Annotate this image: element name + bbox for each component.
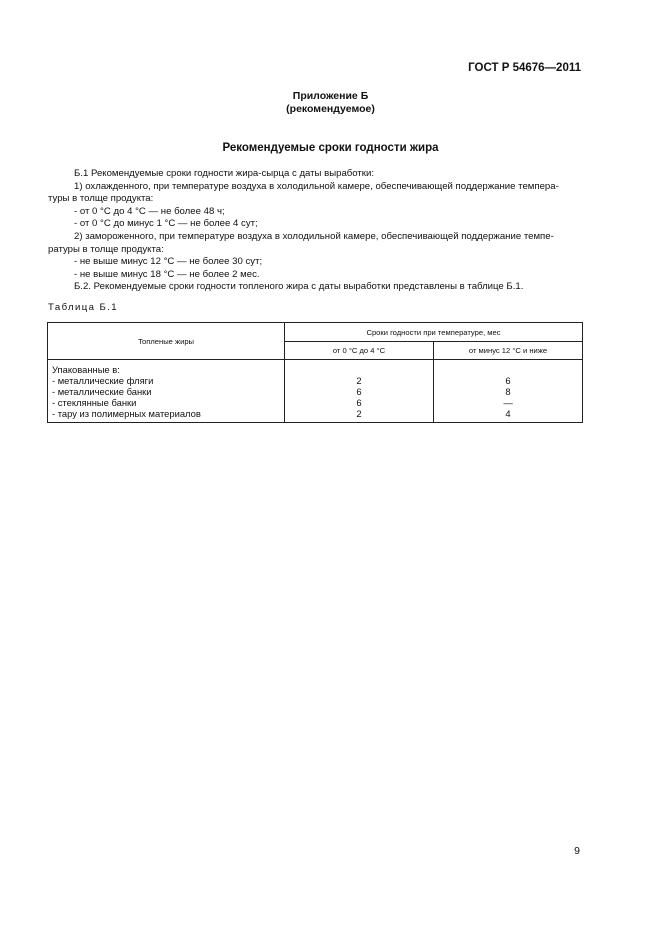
cell-value: 6 bbox=[505, 375, 511, 386]
cell-value: 4 bbox=[505, 408, 511, 419]
list-item: - не выше минус 12 °С — не более 30 сут; bbox=[74, 256, 263, 268]
table-caption: Таблица Б.1 bbox=[48, 302, 118, 313]
cell-value: 6 bbox=[356, 386, 362, 397]
header-shelf-life: Сроки годности при температуре, мес bbox=[285, 323, 583, 342]
group-label: Упакованные в: bbox=[52, 364, 120, 375]
column-minus12-values bbox=[434, 360, 583, 423]
column-0-4-values bbox=[285, 360, 434, 423]
table-row-labels bbox=[48, 360, 285, 423]
cell-value: 2 bbox=[356, 375, 362, 386]
table-row: - металлические банки bbox=[52, 386, 152, 397]
list-item: - от 0 °С до минус 1 °С — не более 4 сут; bbox=[74, 218, 258, 230]
header-fats: Топленые жиры bbox=[48, 323, 285, 360]
paragraph-chilled: 1) охлажденного, при температуре воздуха в холодильной камере, обеспечивающей поддержание темпера- bbox=[74, 180, 559, 192]
list-item: - от 0 °С до 4 °С — не более 48 ч; bbox=[74, 205, 225, 217]
header-temp-minus12: от минус 12 °С и ниже bbox=[434, 342, 583, 360]
table-row: - металлические фляги bbox=[52, 375, 154, 386]
header-temp-0-4: от 0 °С до 4 °С bbox=[285, 342, 434, 360]
document-title: Рекомендуемые сроки годности жира bbox=[222, 142, 439, 154]
paragraph-b1: Б.1 Рекомендуемые сроки годности жира-сырца с даты выработки: bbox=[74, 168, 375, 179]
paragraph-b2: Б.2. Рекомендуемые сроки годности топленого жира с даты выработки представлены в таблице Б.1. bbox=[74, 281, 524, 293]
cell-value: — bbox=[503, 397, 513, 408]
cell-value: 2 bbox=[356, 408, 362, 419]
paragraph-frozen: 2) замороженного, при температуре воздуха в холодильной камере, обеспечивающей поддержание темпе- bbox=[74, 230, 554, 242]
cell-value: 8 bbox=[505, 386, 511, 397]
cell-value: 6 bbox=[356, 397, 362, 408]
body-text bbox=[48, 168, 584, 294]
list-item: - не выше минус 18 °С — не более 2 мес. bbox=[74, 268, 260, 280]
paragraph-frozen-cont: ратуры в толще продукта: bbox=[48, 243, 164, 255]
appendix-title: Приложение Б bbox=[292, 90, 369, 102]
table-row: - стеклянные банки bbox=[52, 397, 137, 408]
paragraph-chilled-cont: туры в толще продукта: bbox=[48, 193, 154, 205]
page-number: 9 bbox=[574, 845, 580, 857]
standard-number: ГОСТ Р 54676—2011 bbox=[468, 62, 581, 74]
appendix-subtitle: (рекомендуемое) bbox=[286, 103, 375, 115]
table-row: - тару из полимерных материалов bbox=[52, 408, 201, 419]
shelf-life-table bbox=[47, 322, 583, 423]
